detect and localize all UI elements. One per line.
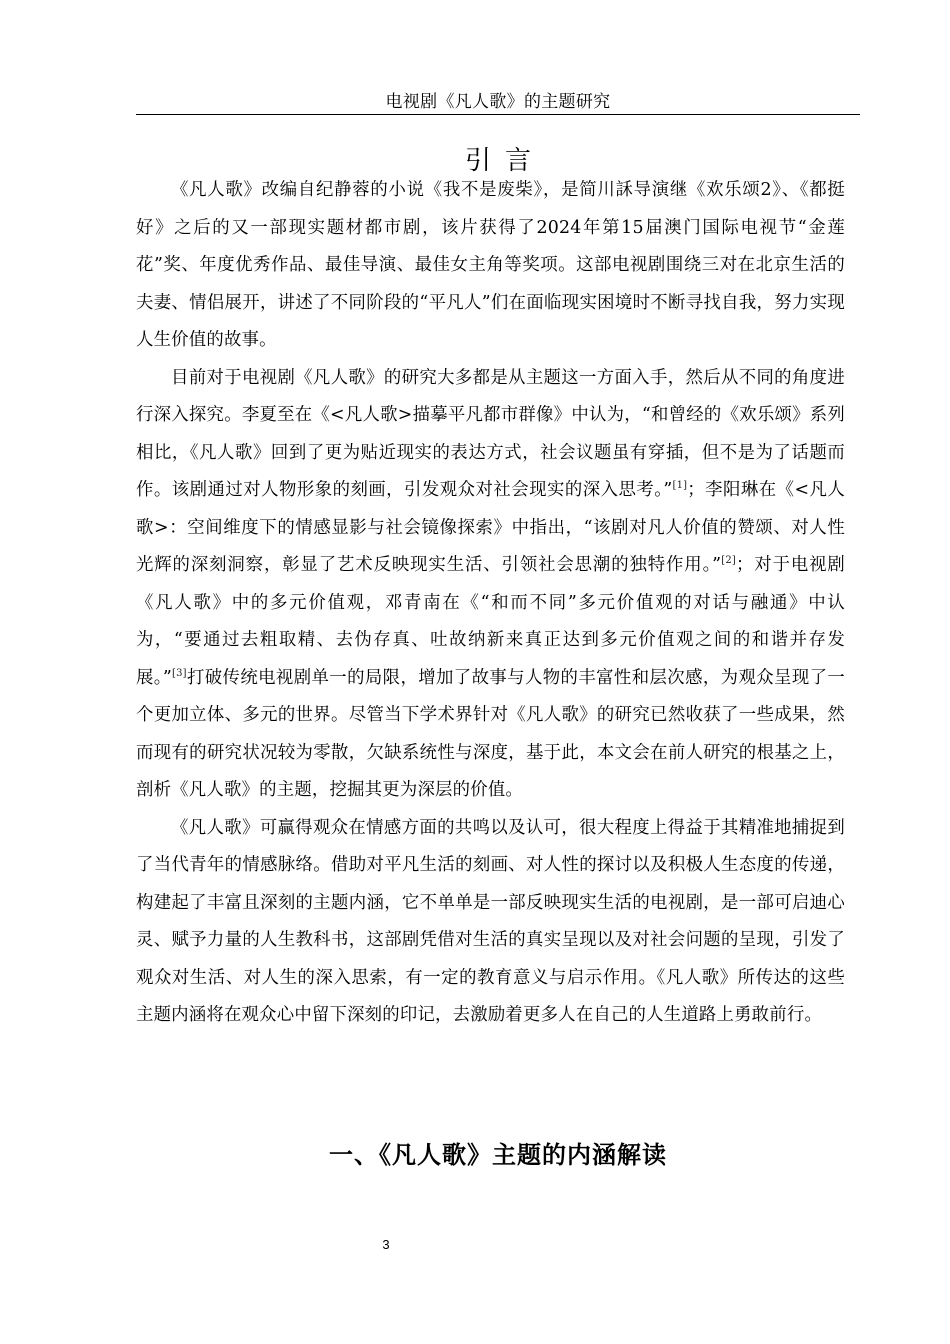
page-number: 3 bbox=[382, 1237, 390, 1252]
section-title: 引言 bbox=[464, 146, 545, 176]
citation-2: [2] bbox=[721, 555, 737, 566]
paragraph-1: 《凡人歌》改编自纪静蓉的小说《我不是废柴》，是简川訸导演继《欢乐颂2》、《都挺好》之后的又一部现实题材都市剧，该片获得了2024年第15届澳门国际电视节“金莲花”奖、年度优秀作品、最佳导演、最佳女主角等奖项。这部电视剧围绕三对在北京生活的夫妻、情侣展开，讲述了不同阶段的“平凡人”们在面临现实困境时不断寻找自我，努力实现人生价值的故事。 bbox=[136, 180, 845, 350]
header-divider bbox=[136, 114, 860, 115]
citation-1: [1] bbox=[672, 480, 688, 491]
citation-3: [3] bbox=[171, 667, 187, 679]
chapter-heading: 一、《凡人歌》主题的内涵解读 bbox=[329, 1141, 667, 1169]
paragraph-2-text-d: 打破传统电视剧单一的局限，增加了故事与人物的丰富性和层次感，为观众呈现了一个更加立体、多元的世界。尽管当下学术界针对《凡人歌》的研究已然收获了一些成果，然而现有的研究状况较为零散，欠缺系统性与深度，基于此，本文会在前人研究的根基之上，剖析《凡人歌》的主题，挖掘其更为深层的价值。 bbox=[136, 667, 846, 800]
paragraph-2-text-c: ；对于电视剧《凡人歌》中的多元价值观，邓青南在《“和而不同”多元价值观的对话与融通》中认为，“要通过去粗取精、去伪存真、吐故纳新来真正达到多元价值观之间的和谐并存发展。” bbox=[136, 555, 846, 688]
body-text bbox=[136, 172, 845, 1035]
paragraph-2 bbox=[136, 360, 845, 810]
paragraph-2-text-a: 目前对于电视剧《凡人歌》的研究大多都是从主题这一方面入手，然后从不同的角度进行深入探究。李夏至在《<凡人歌>描摹平凡都市群像》中认为，“和曾经的《欢乐颂》系列相比，《凡人歌》回到了更为贴近现实的表达方式，社会议题虽有穿插，但不是为了话题而作。该剧通过对人物形象的刻画，引发观众对社会现实的深入思考。” bbox=[136, 367, 845, 500]
running-header: 电视剧《凡人歌》的主题研究 bbox=[385, 92, 611, 112]
paragraph-3: 《凡人歌》可赢得观众在情感方面的共鸣以及认可，很大程度上得益于其精准地捕捉到了当代青年的情感脉络。借助对平凡生活的刻画、对人性的探讨以及积极人生态度的传递，构建起了丰富且深刻的主题内涵，它不单单是一部反映现实生活的电视剧，是一部可启迪心灵、赋予力量的人生教科书，这部剧凭借对生活的真实呈现以及对社会问题的呈现，引发了观众对生活、对人生的深入思索，有一定的教育意义与启示作用。《凡人歌》所传达的这些主题内涵将在观众心中留下深刻的印记，去激励着更多人在自己的人生道路上勇敢前行。 bbox=[136, 817, 845, 1025]
paragraph-2-text-b: ；李阳琳在《<凡人歌>：空间维度下的情感显影与社会镜像探索》中指出，“该剧对凡人价值的赞颂、对人性光辉的深刻洞察，彰显了艺术反映现实生活、引领社会思潮的独特作用。” bbox=[136, 480, 845, 575]
